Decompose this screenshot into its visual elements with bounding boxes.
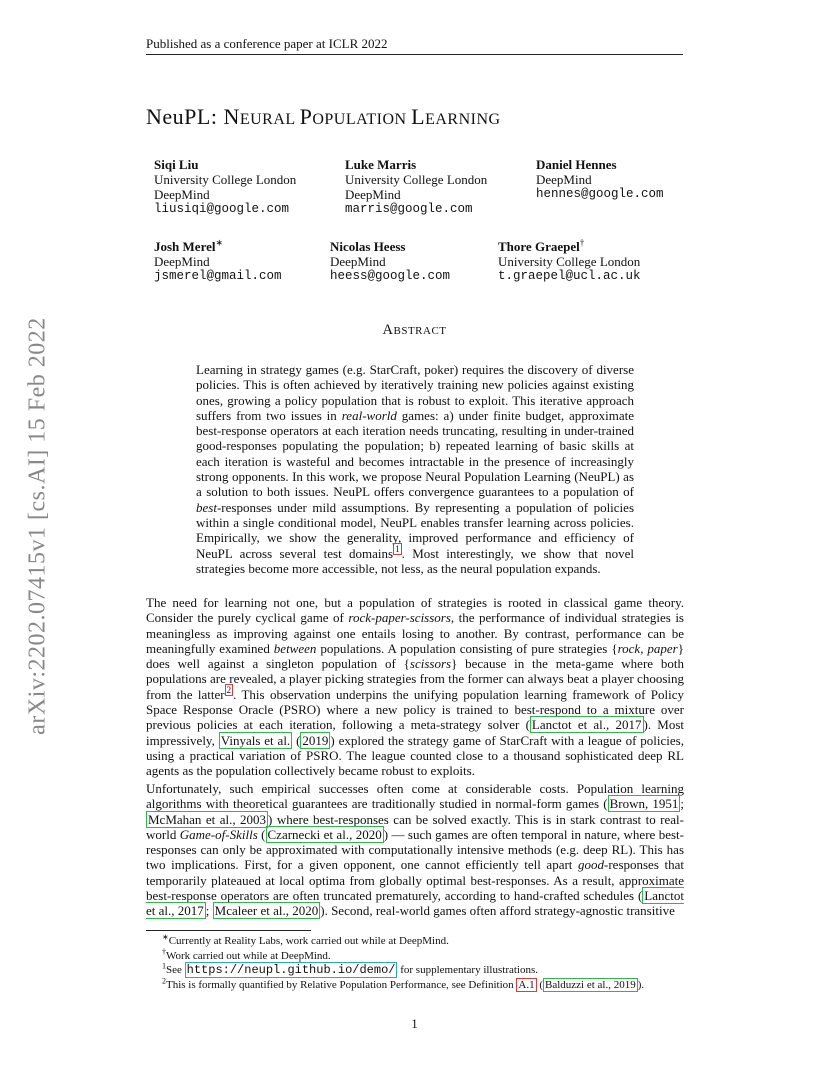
author-email[interactable]: liusiqi@google.com (154, 202, 290, 216)
citation-link[interactable]: Vinyals et al. (220, 732, 291, 748)
author-name: Nicolas Heess (330, 239, 406, 254)
citation-link[interactable]: Lanctot et al., 2017 (531, 717, 642, 733)
author-email[interactable]: heess@google.com (330, 269, 451, 283)
citation-link[interactable]: McMahan et al., 2003 (148, 811, 267, 827)
author-email[interactable]: hennes@google.com (536, 187, 664, 201)
author-affiliation: DeepMind (345, 187, 401, 202)
footnote-marker: ∗ (215, 237, 224, 248)
header-rule (146, 54, 683, 55)
author-name: Josh Merel∗ (154, 237, 224, 254)
author-affiliation: DeepMind (536, 172, 592, 187)
citation-link[interactable]: Balduzzi et al., 2019 (545, 978, 636, 991)
footnote: †Work carried out while at DeepMind. (162, 946, 331, 962)
author-affiliation: DeepMind (154, 187, 210, 202)
author-email[interactable]: jsmerel@gmail.com (154, 269, 282, 283)
citation-link[interactable]: Lanctot et al., 2017 (146, 888, 684, 919)
abstract-heading: ABSTRACT (382, 322, 447, 338)
author-name: Daniel Hennes (536, 157, 617, 172)
citation-link[interactable]: 2019 (302, 732, 329, 748)
arxiv-identifier: arXiv:2202.07415v1 [cs.AI] 15 Feb 2022 (24, 317, 51, 735)
running-header: Published as a conference paper at ICLR 2022 (146, 36, 388, 51)
author-affiliation: University College London (345, 172, 488, 187)
paper-title: NeuPL: NEURAL POPULATION LEARNING (146, 104, 501, 129)
author-email[interactable]: t.graepel@ucl.ac.uk (498, 269, 641, 283)
footnote: $^2$This is formally quantified by Relative Population Performance, see Definition A.1 ( Balduzzi et al., 2019 ). (162, 976, 645, 991)
footnote: $^1$See https://neupl.github.io/demo/ for supplementary illustrations. (162, 961, 539, 978)
definition-link[interactable]: A.1 (518, 978, 535, 991)
author-affiliation: DeepMind (330, 254, 386, 269)
author-block (345, 157, 487, 217)
author-block (154, 239, 282, 284)
footnote-marker: † (579, 237, 585, 248)
footnote: ∗Currently at Reality Labs, work carried out while at DeepMind. (162, 932, 449, 947)
page-number: 1 (411, 1016, 418, 1031)
author-block (154, 157, 296, 217)
author-name: Thore Graepel† (498, 237, 585, 254)
citation-link[interactable]: Brown, 1951 (609, 796, 679, 812)
author-block (536, 157, 664, 202)
intro-paragraph-2: Unfortunately, such empirical successes often come at considerable costs. Population learning algorithms with theoretical guarantees are traditionally studied in normal-form games ( Brown, 1951 ; McMahan et al., 2003 ) where best-responses can be solved exactly. This is in stark contrast to real-world Game-of-Skills ( Czarnecki et al., 2020 ) — such games are often temporal in nature, where best-responses can only be approximated with computationally intensive methods (e.g. deep RL). This has two implications. First, for a given opponent, one cannot efficiently tell apart good-responses that temporarily plateaued at local optima from globally optimal best-responses. As a result, approximate best-response operators are often truncated prematurely, according to hand-crafted schedules ( Lanctot et al., 2017 ; Mcaleer et al., 2020 ). Second, real-world games often afford strategy-agnostic transitive (146, 781, 684, 919)
author-affiliation: University College London (498, 254, 641, 269)
footnote-link[interactable]: 1 (395, 544, 400, 555)
author-email[interactable]: marris@google.com (345, 202, 473, 216)
citation-link[interactable]: Mcaleer et al., 2020 (214, 903, 319, 919)
author-block (330, 239, 450, 284)
abstract-text: Learning in strategy games (e.g. StarCraft, poker) requires the discovery of diverse policies. This is often achieved by iteratively training new policies against existing ones, growing a policy population that is robust to exploit. This iterative approach suffers from two issues in real-world games: a) under finite budget, approximate best-response operators at each iteration needs truncating, resulting in under-trained good-responses populating the population; b) repeated learning of basic skills at each iteration is wasteful and becomes intractable in the presence of increasingly strong opponents. In this work, we propose Neural Population Learning (NeuPL) as a solution to both issues. NeuPL offers convergence guarantees to a population of best-responses under mild assumptions. By representing a population of policies within a single conditional model, NeuPL enables transfer learning across policies. Empirically, we show the generality, improved performance and efficiency of NeuPL across several test domains $^1$ . Most interestingly, we show that novel strategies become more accessible, not less, as the neural population expands. (196, 362, 635, 576)
author-name: Siqi Liu (154, 157, 199, 172)
citation-link[interactable]: Czarnecki et al., 2020 (267, 826, 382, 842)
author-name: Luke Marris (345, 157, 417, 172)
footnote-link[interactable]: 2 (226, 685, 232, 696)
intro-paragraph-1: The need for learning not one, but a population of strategies is rooted in classical game theory. Consider the purely cyclical game of rock-paper-scissors, the performance of individual strategies is meaningless as improving against one entails losing to another. By contrast, performance can be meaningfully examined between populations. A population consisting of pure strategies {rock, paper} does well against a singleton population of {scissors} because in the meta-game where both populations are revealed, a player picking strategies from the former can always beat a player choosing from the latter $^2$ . This observation underpins the unifying population learning framework of Policy Space Response Oracle (PSRO) where a new policy is trained to best-respond to a mixture over previous policies at each iteration, following a meta-strategy solver ( Lanctot et al., 2017 ). Most impressively, Vinyals et al. ( 2019 ) explored the strategy game of StarCraft with a league of policies, using a practical variation of PSRO. The league counted close to a thousand sophisticated deep RL agents as the population collectively became robust to exploits. (146, 595, 685, 779)
footnote-rule (146, 930, 311, 931)
author-affiliation: University College London (154, 172, 297, 187)
demo-url-link[interactable]: https://neupl.github.io/demo/ (186, 963, 396, 978)
author-affiliation: DeepMind (154, 254, 210, 269)
footnotes (162, 934, 702, 992)
author-block (498, 239, 641, 284)
